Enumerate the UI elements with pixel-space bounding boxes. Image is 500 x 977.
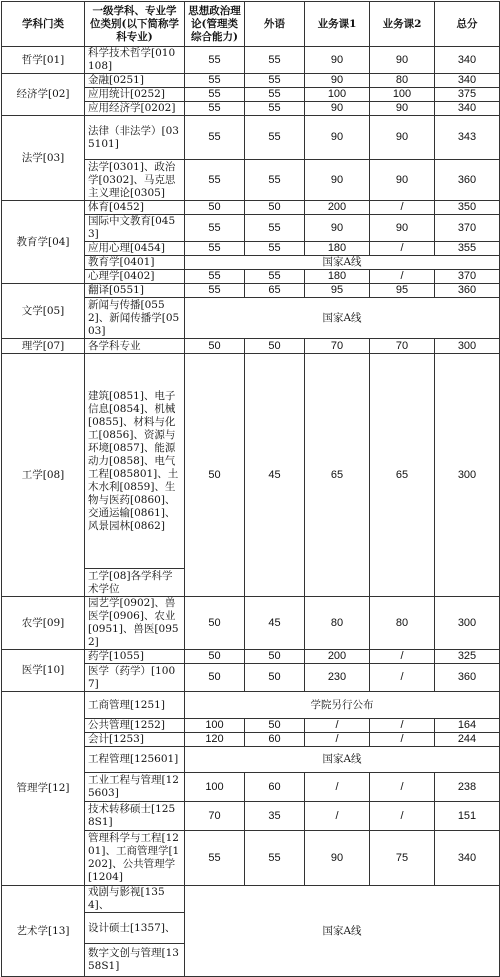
course1-score: 200 [305,201,370,215]
total-score: 244 [435,733,500,747]
course1-score: 80 [305,597,370,650]
foreign-score: 55 [245,215,305,242]
total-score: 375 [435,88,500,102]
course1-score: / [305,773,370,802]
merged-note: 国家A线 [185,747,500,773]
course2-score: 80 [370,74,435,88]
header-total: 总分 [435,2,500,47]
category-management: 管理学[12] [2,692,85,886]
subject-cell: 新闻与传播[0552]、新闻传播学[0503] [85,298,185,339]
subject-cell: 数字文创与管理[1358S1] [85,944,185,977]
foreign-score: 60 [245,773,305,802]
category-economics: 经济学[02] [2,74,85,116]
course2-score: / [370,773,435,802]
header-foreign: 外语 [245,2,305,47]
category-law: 法学[03] [2,116,85,201]
subject-cell: 科学技术哲学[010108] [85,47,185,74]
category-education: 教育学[04] [2,201,85,284]
category-science: 理学[07] [2,339,85,354]
politics-score: 55 [185,160,245,201]
total-score: 343 [435,116,500,160]
course2-score: 80 [370,597,435,650]
course2-score: / [370,650,435,664]
table-row [2,47,500,74]
course1-score: 90 [305,102,370,116]
course1-score: 95 [305,284,370,298]
subject-cell: 医学（药学）[1007] [85,664,185,692]
course2-score: / [370,270,435,284]
foreign-score: 55 [245,831,305,886]
course1-score: 90 [305,160,370,201]
course2-score: / [370,719,435,733]
foreign-score: 55 [245,116,305,160]
category-engineering: 工学[08] [2,354,85,597]
subject-cell: 会计[1253] [85,733,185,747]
foreign-score: 50 [245,719,305,733]
merged-note: 国家A线 [185,298,500,339]
politics-score: 55 [185,116,245,160]
subject-cell: 工商管理[1251] [85,692,185,719]
course2-score: 90 [370,102,435,116]
category-agriculture: 农学[09] [2,597,85,650]
course2-score: 90 [370,116,435,160]
politics-score: 55 [185,215,245,242]
subject-cell: 翻译[0551] [85,284,185,298]
merged-note: 学院另行公布 [185,692,500,719]
subject-cell: 体育[0452] [85,201,185,215]
subject-cell: 设计硕士[1357]、 [85,913,185,944]
politics-score: 55 [185,74,245,88]
course1-score: 100 [305,88,370,102]
header-row [2,2,500,47]
merged-note: 国家A线 [185,256,500,270]
course2-score: / [370,802,435,831]
politics-score: 55 [185,242,245,256]
politics-score: 55 [185,284,245,298]
foreign-score: 55 [245,242,305,256]
course2-score: 90 [370,215,435,242]
subject-cell: 园艺学[0902]、兽医学[0906]、农业[0951]、兽医[0952] [85,597,185,650]
subject-cell: 工程管理[125601] [85,747,185,773]
politics-score: 100 [185,719,245,733]
course2-score: 90 [370,47,435,74]
subject-cell: 戏剧与影视[1354]、 [85,886,185,913]
subject-cell: 建筑[0851]、电子信息[0854]、机械[0855]、材料与化工[0856]、资源与环境[0857]、能源动力[0858]、电气工程[085801]、土木水利[0859]、生物与医药[0860]、交通运输[0861]、风景园林[0862] [85,354,185,569]
politics-score: 50 [185,597,245,650]
total-score: 300 [435,354,500,597]
course2-score: 75 [370,831,435,886]
politics-score: 70 [185,802,245,831]
total-score: 350 [435,201,500,215]
total-score: 340 [435,831,500,886]
total-score: 238 [435,773,500,802]
table-row [2,284,500,298]
table-row [2,597,500,650]
total-score: 300 [435,339,500,354]
course1-score: 65 [305,354,370,597]
politics-score: 100 [185,773,245,802]
politics-score: 50 [185,339,245,354]
foreign-score: 50 [245,201,305,215]
header-category: 学科门类 [2,2,85,47]
course2-score: 65 [370,354,435,597]
merged-note: 国家A线 [185,886,500,977]
category-literature: 文学[05] [2,284,85,339]
course2-score: / [370,242,435,256]
course1-score: / [305,719,370,733]
table-row [2,886,500,913]
table-row [2,650,500,664]
subject-cell: 药学[1055] [85,650,185,664]
total-score: 164 [435,719,500,733]
foreign-score: 50 [245,650,305,664]
total-score: 370 [435,270,500,284]
course2-score: 95 [370,284,435,298]
politics-score: 55 [185,88,245,102]
foreign-score: 55 [245,88,305,102]
foreign-score: 55 [245,102,305,116]
total-score: 151 [435,802,500,831]
total-score: 300 [435,597,500,650]
course1-score: 90 [305,74,370,88]
politics-score: 120 [185,733,245,747]
subject-cell: 工业工程与管理[125603] [85,773,185,802]
politics-score: 55 [185,102,245,116]
course2-score: 90 [370,160,435,201]
course1-score: 180 [305,242,370,256]
subject-cell: 法学[0301]、政治学[0302]、马克思主义理论[0305] [85,160,185,201]
subject-cell: 各学科专业 [85,339,185,354]
course1-score: 230 [305,664,370,692]
total-score: 325 [435,650,500,664]
total-score: 340 [435,74,500,88]
header-subject: 一级学科、专业学位类别(以下简称学科专业) [85,2,185,47]
foreign-score: 50 [245,664,305,692]
course1-score: 90 [305,831,370,886]
subject-cell: 法律（非法学）[035101] [85,116,185,160]
subject-cell: 国际中文教育[0453] [85,215,185,242]
course2-score: / [370,201,435,215]
subject-cell: 应用统计[0252] [85,88,185,102]
course1-score: 90 [305,47,370,74]
subject-cell: 公共管理[1252] [85,719,185,733]
course1-score: 70 [305,339,370,354]
table-row [2,354,500,569]
header-politics: 思想政治理论(管理类综合能力) [185,2,245,47]
course2-score: 100 [370,88,435,102]
subject-cell: 心理学[0402] [85,270,185,284]
course2-score: 70 [370,339,435,354]
politics-score: 50 [185,201,245,215]
subject-cell: 应用心理[0454] [85,242,185,256]
foreign-score: 45 [245,354,305,597]
course1-score: / [305,733,370,747]
total-score: 360 [435,664,500,692]
course2-score: / [370,664,435,692]
foreign-score: 60 [245,733,305,747]
subject-cell: 工学[08]各学科学术学位 [85,569,185,597]
course1-score: 200 [305,650,370,664]
subject-cell: 技术转移硕士[1258S1] [85,802,185,831]
politics-score: 50 [185,354,245,597]
foreign-score: 65 [245,284,305,298]
politics-score: 50 [185,650,245,664]
subject-cell: 应用经济学[0202] [85,102,185,116]
category-art: 艺术学[13] [2,886,85,977]
course1-score: 180 [305,270,370,284]
course2-score: / [370,733,435,747]
course1-score: 90 [305,116,370,160]
total-score: 370 [435,215,500,242]
header-course2: 业务课2 [370,2,435,47]
total-score: 360 [435,284,500,298]
table-row [2,116,500,160]
politics-score: 50 [185,664,245,692]
table-row [2,74,500,88]
table-row [2,201,500,215]
subject-cell: 金融[0251] [85,74,185,88]
subject-cell: 教育学[0401] [85,256,185,270]
course1-score: / [305,802,370,831]
table-row [2,692,500,719]
foreign-score: 55 [245,270,305,284]
foreign-score: 55 [245,47,305,74]
header-course1: 业务课1 [305,2,370,47]
foreign-score: 35 [245,802,305,831]
total-score: 360 [435,160,500,201]
total-score: 355 [435,242,500,256]
foreign-score: 55 [245,160,305,201]
politics-score: 55 [185,270,245,284]
category-medicine: 医学[10] [2,650,85,692]
category-philosophy: 哲学[01] [2,47,85,74]
course1-score: 90 [305,215,370,242]
foreign-score: 55 [245,74,305,88]
total-score: 340 [435,102,500,116]
total-score: 340 [435,47,500,74]
foreign-score: 45 [245,597,305,650]
foreign-score: 50 [245,339,305,354]
politics-score: 55 [185,47,245,74]
politics-score: 55 [185,831,245,886]
score-table [1,1,500,977]
table-row [2,339,500,354]
subject-cell: 管理科学与工程[1201]、工商管理学[1202]、公共管理学[1204] [85,831,185,886]
